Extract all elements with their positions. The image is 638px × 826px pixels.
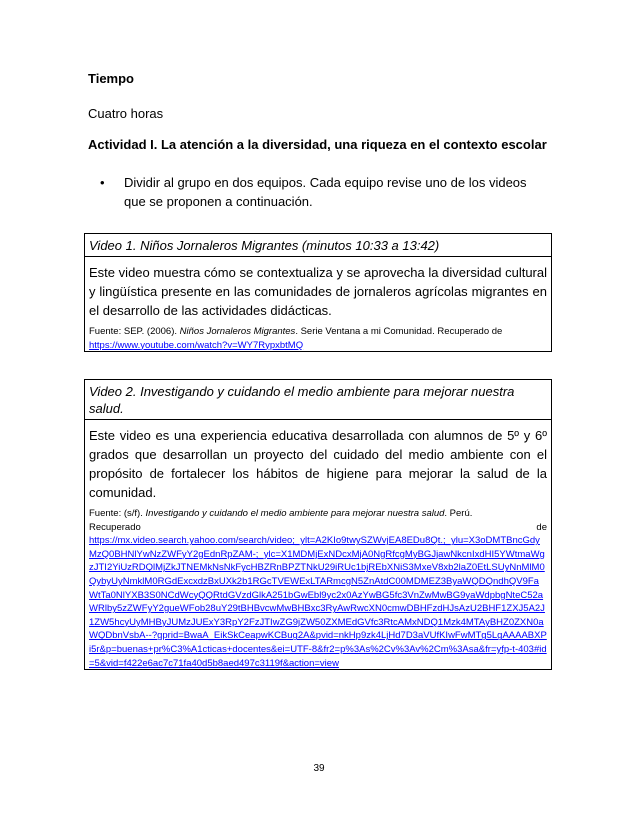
video1-source-suffix: . Serie Ventana a mi Comunidad. Recuperado de	[295, 326, 503, 337]
video2-description: Este video es una experiencia educativa desarrollada con alumnos de 5º y 6º grados que desarrollan un proyecto del cuidado del medio ambiente con el propósito de fortalecer los hábitos de higiene para mejorar la salud de la comunidad.	[89, 428, 547, 500]
video1-box	[84, 233, 552, 352]
duration-text: Cuatro horas	[88, 106, 164, 121]
video1-source-title: Niños Jornaleros Migrantes	[179, 326, 296, 337]
section-heading-time: Tiempo	[88, 71, 134, 86]
video2-title: Video 2. Investigando y cuidando el medio ambiente para mejorar nuestra salud.	[85, 383, 551, 420]
bullet-list-item	[100, 173, 550, 211]
video1-url-link[interactable]: https://www.youtube.com/watch?v=WY7RypxbtMQ	[89, 339, 304, 351]
video2-source-title: Investigando y cuidando el medio ambiente para mejorar nuestra salud	[145, 508, 445, 519]
video2-source-prefix: Fuente: (s/f).	[89, 508, 146, 519]
video2-box	[84, 379, 552, 670]
activity-title: Actividad I. La atención a la diversidad, una riqueza en el contexto escolar	[88, 137, 547, 152]
page-number: 39	[313, 763, 325, 774]
de-label: de	[536, 521, 547, 533]
recuperado-label: Recuperado	[89, 521, 141, 533]
video2-source-suffix: . Perú.	[444, 508, 473, 519]
video1-description: Este video muestra cómo se contextualiza y se aprovecha la diversidad cultural y lingüística presente en las comunidades de jornaleros agrícolas migrantes en el desarrollo de las actividades didácticas.	[89, 265, 547, 318]
bullet-text: Dividir al grupo en dos equipos. Cada equipo revise uno de los videos que se proponen a continuación.	[124, 175, 527, 209]
video1-title: Video 1. Niños Jornaleros Migrantes (minutos 10:33 a 13:42)	[85, 237, 551, 257]
video2-url-link[interactable]: https://mx.video.search.yahoo.com/search/video;_ylt=A2KIo9twySZWvjEA8EDu8Qt.;_ylu=X3oDMTBncGdyMzQ0BHNlYwNzZWFyY2gEdnRpZAM-;_ylc=X1MDMjExNDcxMjA0NgRfcgMyBGJjawNkcnIxdHI5YWtmaWgzJTI2YiUzRDQlMjZkJTNEMkNsNkFycHBZRnBPZTNkU29iRUc1bjREbXNiS3MxeV8xb2laZ0EtLSUyNnMlM0QybyUyNmklM0RGdExcxdzBxUXk2b1RGcTVEWExLTARmcgN5ZnAtdC00MDMEZ3ByaWQDQndhQV9FaWtTa0NlYXB3S0NCdWcyQQRtdGVzdGlkA251bGwEbl9yc2x0AzYwBG5fc3VnZwMwBG9yaWdpbgNteC52aWRlby5zZWFyY2gueWFob28uY29tBHBvcwMwBHBxc3RyAwRwcXN0cmwDBHFzdHJsAzU2BHF1ZXJ5A2J1ZW5hcyUyMHByJUMzJUExY3RpY2FzJTIwZG9jZW50ZXMEdGVfc3RtcAMxNDQ1Mzk4MTAyBHZ0ZXN0aWQDbnVsbA--?gprid=BwaA_EikSkCeapwKCBug2A&pvid=nkHp9zk4LjHd7D3aVUfKIwFwMTg5LgAAAABXPi5r&p=buenas+pr%C3%A1cticas+docentes&ei=UTF-8&fr2=p%3As%2Cv%3Av%2Cm%3Asa&fr=yfp-t-403#id=5&vid=f422e6ac7c71fa40d5b8aed497c3119f&action=view	[89, 535, 547, 669]
video2-source	[89, 507, 547, 670]
recuperado-row	[89, 521, 547, 535]
video1-source	[89, 325, 547, 352]
bullet-icon: •	[100, 175, 105, 190]
video1-source-prefix: Fuente: SEP. (2006).	[89, 326, 180, 337]
